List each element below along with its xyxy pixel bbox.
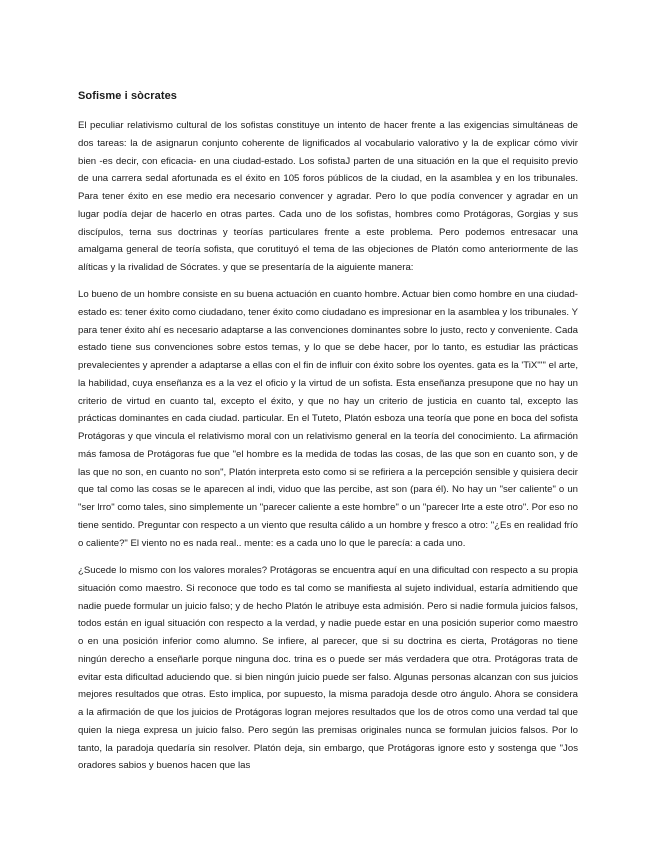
document-title: Sofisme i sòcrates [78, 90, 178, 102]
paragraph-2: Lo bueno de un hombre consiste en su buena actuación en cuanto hombre. Actuar bien como hombre en una ciudad-estado es: tener éxito como ciudadano, tener éxito como ciudadano es impresionar en la asamblea y los tribunales. Y para tener éxito ahí es necesario adaptarse a las convenciones dominantes sobre lo justo, recto y conveniente. Cada estado tiene sus convenciones sobre estos temas, y lo que se debe hacer, por lo tanto, es estudiar las prácticas prevalecientes y aprender a adaptarse a ellas con el fin de influir con éxito sobre los oyentes. gata es la 'TiX"'" el arte, la habilidad, cuya enseñanza es a la vez el oficio y la virtud de un sofista. Esta enseñanza presupone que no hay un criterio de virtud en cuanto tal, excepto el éxito, y que no hay un criterio de justicia en cuanto tal, excepto las prácticas dominantes en cada ciudad. particular. En el Tuteto, Platón esboza una teoría que pone en boca del sofista Protágoras y que vincula el relativismo moral con un relativismo general en la teoría del conocimiento. La afirmación más famosa de Protágoras fue que "el hombre es la medida de todas las cosas, de las que son en cuanto son, y de las que no son, en cuanto no son", Platón interpreta esto como si se refiriera a la percepción sensible y quisiera decir que tal como las cosas se le aparecen al indi, viduo que las percibe, ast son (para él). No hay un "ser caliente" o un "ser lrro" como tales, sino simplemente un "parecer caliente a este hombre" o un "parecer lrte a este otro". Por eso no tiene sentido. Preguntar con respecto a un viento que resulta cálido a un hombre y fresco a otro: "¿Es en realidad frío o caliente?" El viento no es nada real.. mente: es a cada uno lo que le parecía: a cada uno. [78, 289, 578, 549]
paragraph-3: ¿Sucede lo mismo con los valores morales? Protágoras se encuentra aquí en una dificultad con respecto a su propia situación como maestro. Si reconoce que todo es tal como se manifiesta al sujeto individual, estaría admitiendo que nadie puede formular un juicio falso; y de hecho Platón le atribuye esta admisión. Pero si nadie formula juicios falsos, todos están en igual situación con respecto a la verdad, y nadie puede estar en una posición superior como maestro o en una posición inferior como alumno. Se infiere, al parecer, que si su doctrina es cierta, Protágoras no tiene ningún derecho a enseñarle porque ninguna doc. trina es o puede ser más verdadera que otra. Protágoras trata de evitar esta dificultad aduciendo que. si bien ningún juicio puede ser falso. Algunas personas alcanzan con sus juicios mejores resultados que otras. Esto implica, por supuesto, la misma paradoja desde otro ángulo. Ahora se considera a la afirmación de que los juicios de Protágoras logran mejores resultados que los de otros como una verdad tal que quien la niega expresa un juicio falso. Pero según las premisas originales nunca se formulan juicios falsos. Por lo tanto, la paradoja quedaría sin resolver. Platón deja, sin embargo, que Protágoras ignore esto y sostenga que "Jos oradores sabios y buenos hacen que las [78, 565, 578, 772]
paragraph-1: El peculiar relativismo cultural de los sofistas constituye un intento de hacer frente a las exigencias simultáneas de dos tareas: la de asignarun conjunto coherente de lignificados al vocabulario valorativo y la de explicar cómo vivir bien -es decir, con eficacia- en una ciudad-estado. Los sofistaJ parten de una situación en la que el requisito previo de una carrera sedal afortunada es el éxito en 105 foros públicos de la ciudad, en la asamblea y en los tribunales. Para tener éxito en ese medio era necesario convencer y agradar. Pero lo que podía convencer y agradar en un lugar podía dejar de hacerlo en otras partes. Cada uno de los sofistas, hombres como Protágoras, Gorgias y sus discípulos, terna sus doctrinas y teorías particulares frente a este problema. Pero podemos entresacar una amalgama general de teoría sofista, que corutituyó el tema de las objeciones de Platón como anteriormente de las alíticas y la rivalidad de Sócrates. y que se presentaría de la aiguiente manera: [78, 120, 578, 273]
